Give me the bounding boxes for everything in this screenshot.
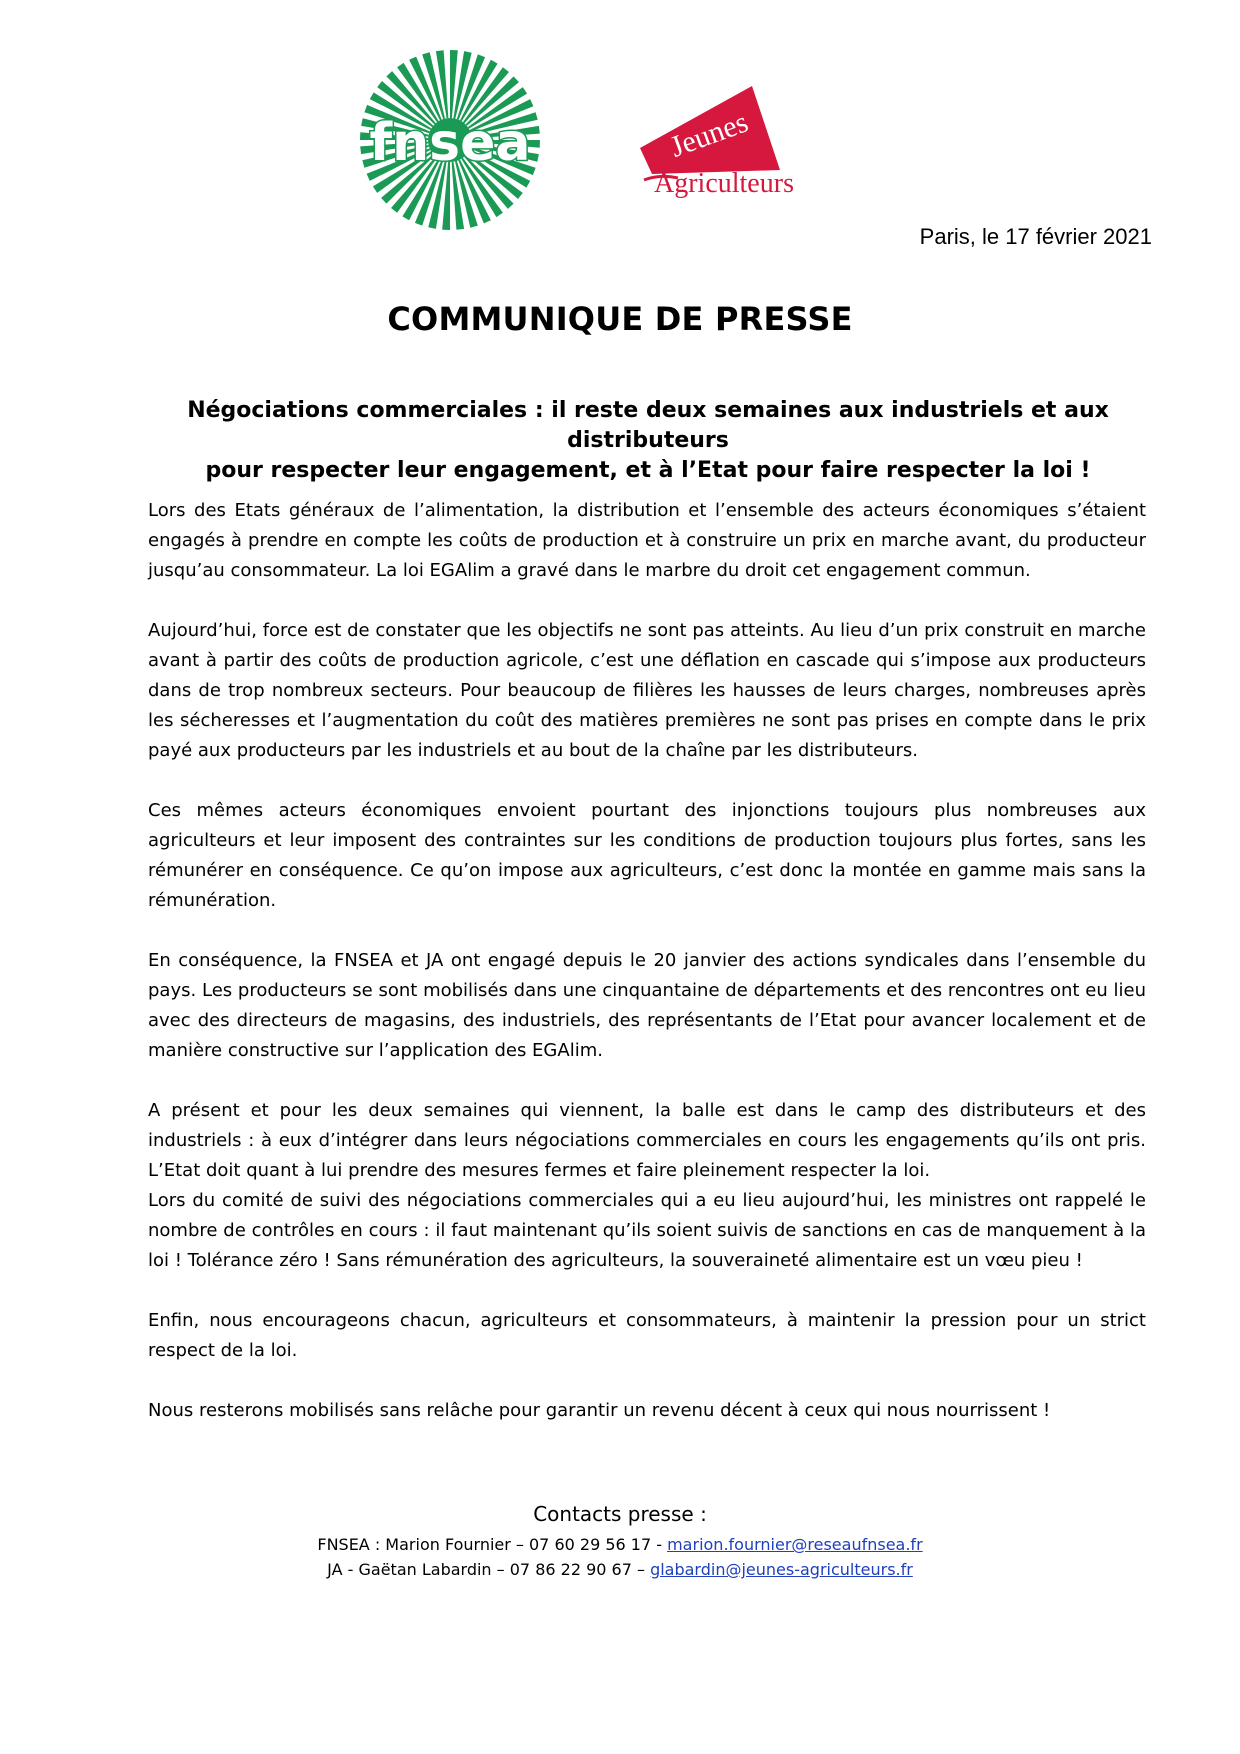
contact-fnsea-phone: – 07 60 29 56 17 -: [510, 1535, 668, 1554]
body-paragraph: Lors des Etats généraux de l’alimentation, la distribution et l’ensemble des acteurs économiques s’étaient engagés à prendre en compte les coûts de production et à construire un prix en marche avant, du producteur jusqu’au consommateur. La loi EGAlim a gravé dans le marbre du droit cet engagement commun.: [148, 500, 1146, 581]
body-paragraph: Enfin, nous encourageons chacun, agriculteurs et consommateurs, à maintenir la pression pour un strict respect de la loi.: [148, 1310, 1146, 1361]
body-paragraph: Ces mêmes acteurs économiques envoient pourtant des injonctions toujours plus nombreuses aux agriculteurs et leur imposent des contraintes sur les conditions de production toujours plus fortes, sans les rémunérer en conséquence. Ce qu’on impose aux agriculteurs, c’est donc la montée en gamme mais sans la rémunération.: [148, 800, 1146, 911]
ja-logo: [630, 82, 820, 210]
document-title: COMMUNIQUE DE PRESSE: [387, 300, 853, 338]
contact-fnsea-email-link[interactable]: marion.fournier@reseaufnsea.fr: [667, 1535, 923, 1554]
body-paragraph: A présent et pour les deux semaines qui viennent, la balle est dans le camp des distributeurs et des industriels : à eux d’intégrer dans leurs négociations commerciales en cours les engagements qu’ils ont pris. L’Etat doit quant à lui prendre des mesures fermes et faire pleinement respecter la loi.: [148, 1100, 1146, 1181]
contact-ja-name: JA - Gaëtan Labardin: [327, 1560, 492, 1579]
body-paragraph: Lors du comité de suivi des négociations commerciales qui a eu lieu aujourd’hui, les ministres ont rappelé le nombre de contrôles en cours : il faut maintenant qu’ils soient suivis de sanctions en cas de manquement à la loi ! Tolérance zéro ! Sans rémunération des agriculteurs, la souveraineté alimentaire est un vœu pieu !: [148, 1190, 1146, 1271]
ja-logo-text-agriculteurs: Agriculteurs: [654, 168, 794, 199]
contacts-heading: Contacts presse :: [533, 1502, 707, 1526]
contact-fnsea-name: FNSEA : Marion Fournier: [317, 1535, 511, 1554]
body-paragraph: Nous resterons mobilisés sans relâche pour garantir un revenu décent à ceux qui nous nourrissent !: [148, 1400, 1051, 1421]
contact-ja: [0, 1557, 1240, 1582]
fnsea-logo: [358, 48, 542, 232]
ja-logo-text-jeunes: Jeunes: [665, 105, 753, 164]
document-date: Paris, le 17 février 2021: [919, 224, 1152, 249]
subtitle-line-2: pour respecter leur engagement, et à l’Etat pour faire respecter la loi !: [205, 458, 1091, 483]
body-paragraph: En conséquence, la FNSEA et JA ont engagé depuis le 20 janvier des actions syndicales dans l’ensemble du pays. Les producteurs se sont mobilisés dans une cinquantaine de départements et des rencontres ont eu lieu avec des directeurs de magasins, des industriels, des représentants de l’Etat pour avancer localement et de manière constructive sur l’application des EGAlim.: [148, 950, 1146, 1061]
contact-ja-email-link[interactable]: glabardin@jeunes-agriculteurs.fr: [650, 1560, 913, 1579]
subtitle-line-1: Négociations commerciales : il reste deux semaines aux industriels et aux distributeurs: [187, 398, 1109, 453]
body-paragraph: Aujourd’hui, force est de constater que les objectifs ne sont pas atteints. Au lieu d’un prix construit en marche avant à partir des coûts de production agricole, c’est une déflation en cascade qui s’impose aux producteurs dans de trop nombreux secteurs. Pour beaucoup de filières les hausses de leurs charges, nombreuses après les sécheresses et l’augmentation du coût des matières premières ne sont pas prises en compte dans le prix payé aux producteurs par les industriels et au bout de la chaîne par les distributeurs.: [148, 620, 1146, 761]
contact-fnsea: [0, 1532, 1240, 1557]
document-body: [148, 496, 1146, 1456]
press-contacts: [0, 1502, 1240, 1582]
contact-ja-phone: – 07 86 22 90 67 –: [491, 1560, 651, 1579]
fnsea-logo-text: fnsea: [369, 113, 531, 173]
document-subtitle: [148, 396, 1148, 486]
